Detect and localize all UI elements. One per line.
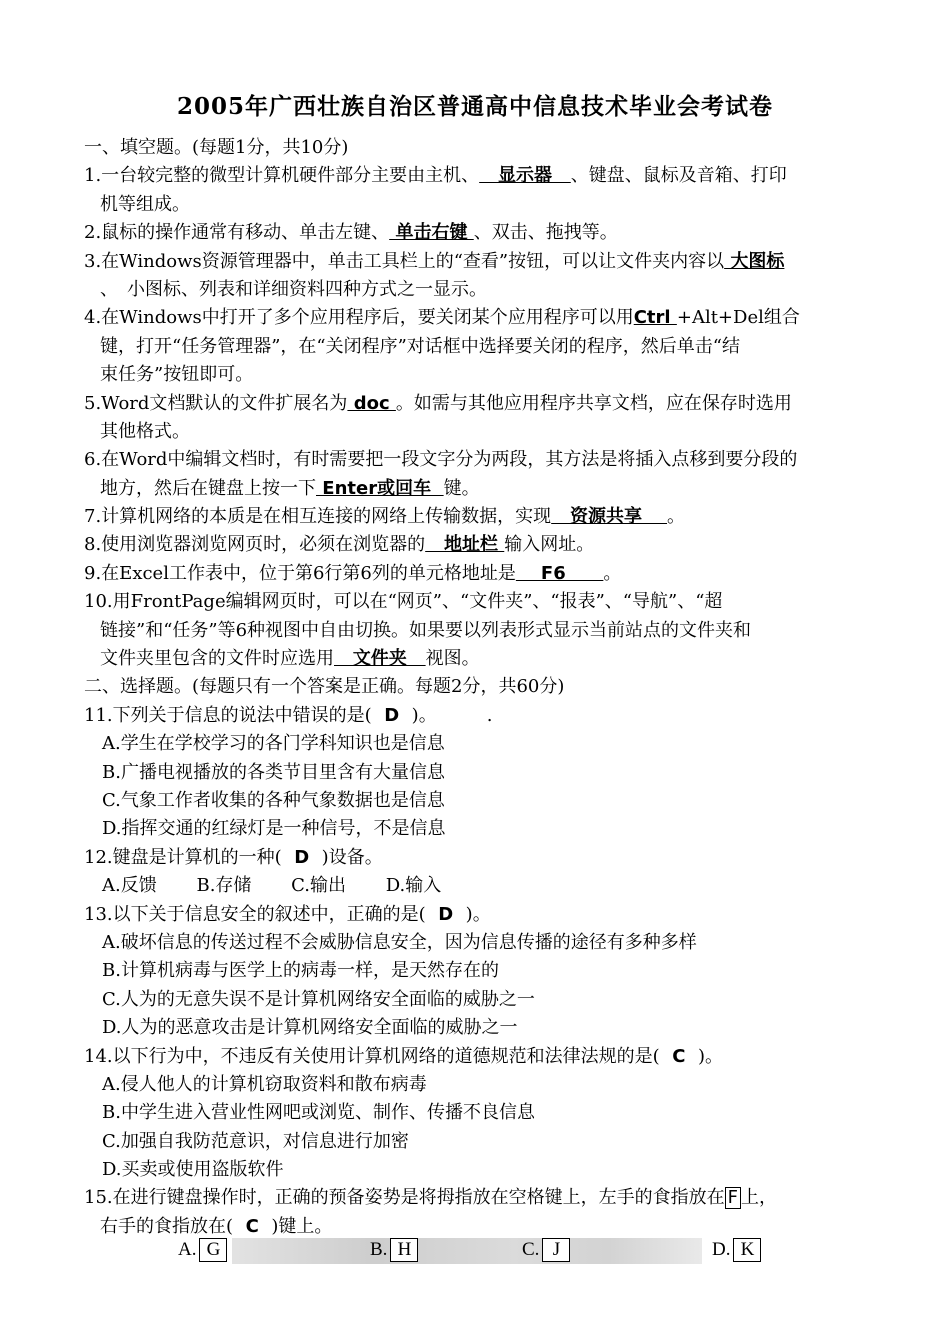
question-text: )设备。: [321, 846, 383, 868]
question-text: 12.键盘是计算机的一种(: [84, 846, 282, 868]
option: A.学生在学校学习的各门学科知识也是信息: [102, 733, 445, 755]
question-4: [84, 304, 874, 389]
answer: C: [659, 1045, 698, 1067]
scan-option-a: [178, 1238, 227, 1262]
question-text: )键上。: [271, 1215, 333, 1237]
question-text: 7.计算机网络的本质是在相互连接的网络上传输数据，实现: [84, 506, 552, 528]
option: A.侵人他人的计算机窃取资料和散布病毒: [102, 1073, 427, 1095]
question-7: [84, 503, 874, 531]
question-text: 。: [667, 506, 686, 528]
section-heading-choice: 二、选择题。(每题只有一个答案是正确。每题2分，共60分): [84, 676, 565, 698]
question-text: 。: [603, 562, 622, 584]
question-text: 5.Word文档默认的文件扩展名为: [84, 392, 348, 414]
question-text: 3.在Windows资源管理器中，单击工具栏上的“查看”按钮，可以让文件夹内容以: [84, 250, 725, 272]
question-14: [84, 1043, 874, 1185]
options-row: [84, 872, 874, 900]
answer: 显示器: [479, 165, 571, 187]
question-text: )。: [697, 1045, 723, 1067]
answer: D: [425, 903, 466, 925]
page-title: 2005年广西壮族自治区普通高中信息技术毕业会考试卷: [176, 93, 773, 120]
question-text: 视图。: [425, 648, 480, 670]
question-text: 文件夹里包含的文件时应选用: [100, 648, 334, 670]
question-text: 机等组成。: [100, 193, 190, 215]
scan-option-b: [370, 1238, 418, 1262]
answer: 单击右键: [389, 222, 474, 244]
question-text: 束任务”按钮即可。: [100, 364, 254, 386]
question-1: [84, 162, 874, 219]
question-8: [84, 531, 874, 559]
question-text: +Alt+Del组合: [676, 307, 800, 329]
question-text: 键。: [443, 477, 480, 499]
exam-body: [84, 134, 874, 1241]
question-2: [84, 219, 874, 247]
option: B.中学生进入营业性网吧或浏览、制作、传播不良信息: [102, 1102, 535, 1124]
scan-option-d: [712, 1238, 761, 1262]
scanned-strip: [232, 1238, 702, 1264]
question-text: 4.在Windows中打开了多个应用程序后，要关闭某个应用程序可以用: [84, 307, 634, 329]
option: D.买卖或使用盗版软件: [102, 1159, 284, 1181]
question-text: 15.在进行键盘操作时，正确的预备姿势是将拇指放在空格键上，左手的食指放在: [84, 1187, 725, 1209]
question-text: 、双击、拖拽等。: [473, 222, 618, 244]
option: B.计算机病毒与医学上的病毒一样，是天然存在的: [102, 960, 499, 982]
question-15: [84, 1184, 874, 1241]
question-text: 右手的食指放在(: [100, 1215, 234, 1237]
answer: 大图标: [724, 250, 785, 272]
question-3: [84, 248, 874, 305]
question-text: )。: [465, 903, 491, 925]
answer: 地址栏: [425, 534, 505, 556]
option: C.加强自我防范意识，对信息进行加密: [102, 1130, 409, 1152]
option-label: D.: [712, 1239, 731, 1260]
question-text: 键，打开“任务管理器”，在“关闭程序”对话框中选择要关闭的程序，然后单击“结: [100, 335, 741, 357]
option: A.破坏信息的传送过程不会威胁信息安全，因为信息传播的途径有多种多样: [102, 931, 697, 953]
question-text: 。如需与其他应用程序共享文档，应在保存时选用: [395, 392, 792, 414]
option: A.反馈: [102, 875, 157, 897]
option: D.指挥交通的红绿灯是一种信号，不是信息: [102, 818, 446, 840]
key-box: K: [733, 1238, 761, 1262]
question-5: [84, 390, 874, 447]
question-9: [84, 560, 874, 588]
question-text: 1.一台较完整的微型计算机硬件部分主要由主机、: [84, 165, 480, 187]
question-text: 其他格式。: [100, 420, 190, 442]
answer: F6: [515, 562, 604, 584]
question-text: 输入网址。: [504, 534, 595, 556]
option-label: C.: [522, 1239, 540, 1260]
question-10: [84, 588, 874, 673]
question-text: 、键盘、鼠标及音箱、打印: [570, 165, 787, 187]
question-6: [84, 446, 874, 503]
question-text: 9.在Excel工作表中，位于第6行第6列的单元格地址是: [84, 562, 516, 584]
question-text: )。: [411, 704, 437, 726]
section-heading-fill-in: 一、填空题。(每题1分，共10分): [84, 137, 349, 158]
answer: doc: [347, 392, 396, 414]
option-label: A.: [178, 1239, 197, 1260]
option: B.存储: [196, 875, 252, 897]
question-text: 链接”和“任务”等6种视图中自由切换。如果要以列表形式显示当前站点的文件夹和: [100, 619, 752, 641]
key-box: J: [542, 1238, 570, 1262]
option: C.气象工作者收集的各种气象数据也是信息: [102, 789, 445, 811]
option: B.广播电视播放的各类节目里含有大量信息: [102, 761, 445, 783]
question-13: [84, 901, 874, 1043]
question-text: 2.鼠标的操作通常有移动、单击左键、: [84, 222, 390, 244]
question-text: 13.以下关于信息安全的叙述中，正确的是(: [84, 903, 426, 925]
key-f-box: F: [725, 1187, 741, 1209]
option: D.输入: [385, 875, 442, 897]
stray-dot: .: [486, 704, 493, 726]
answer: D: [371, 704, 412, 726]
answer: D: [281, 846, 322, 868]
option: D.人为的恶意攻击是计算机网络安全面临的威胁之一: [102, 1017, 518, 1039]
question-text: 、 小图标、列表和详细资料四种方式之一显示。: [100, 278, 487, 300]
answer: 资源共享: [551, 506, 668, 528]
key-box: H: [390, 1238, 418, 1262]
question-text: 8.使用浏览器浏览网页时，必须在浏览器的: [84, 534, 426, 556]
question-text: 10.用FrontPage编辑网页时，可以在“网页”、“文件夹”、“报表”、“导航”、“超: [84, 591, 723, 613]
answer: C: [233, 1215, 272, 1237]
answer: 文件夹: [334, 648, 426, 670]
question-text: 上，: [740, 1187, 777, 1209]
option: C.输出: [291, 875, 347, 897]
option-label: B.: [370, 1239, 388, 1260]
scan-option-c: [522, 1238, 570, 1262]
question-text: 14.以下行为中，不违反有关使用计算机网络的道德规范和法律法规的是(: [84, 1045, 660, 1067]
answer: Ctrl: [633, 307, 677, 329]
question-12: [84, 844, 874, 901]
option: C.人为的无意失误不是计算机网络安全面临的威胁之一: [102, 988, 535, 1010]
question-text: 6.在Word中编辑文档时，有时需要把一段文字分为两段，其方法是将插入点移到要分段的: [84, 449, 798, 471]
key-box: G: [199, 1238, 227, 1262]
question-11: [84, 702, 874, 844]
question-text: 11.下列关于信息的说法中错误的是(: [84, 704, 372, 726]
question-text: 地方，然后在键盘上按一下: [100, 477, 316, 499]
answer: Enter或回车: [316, 477, 444, 499]
